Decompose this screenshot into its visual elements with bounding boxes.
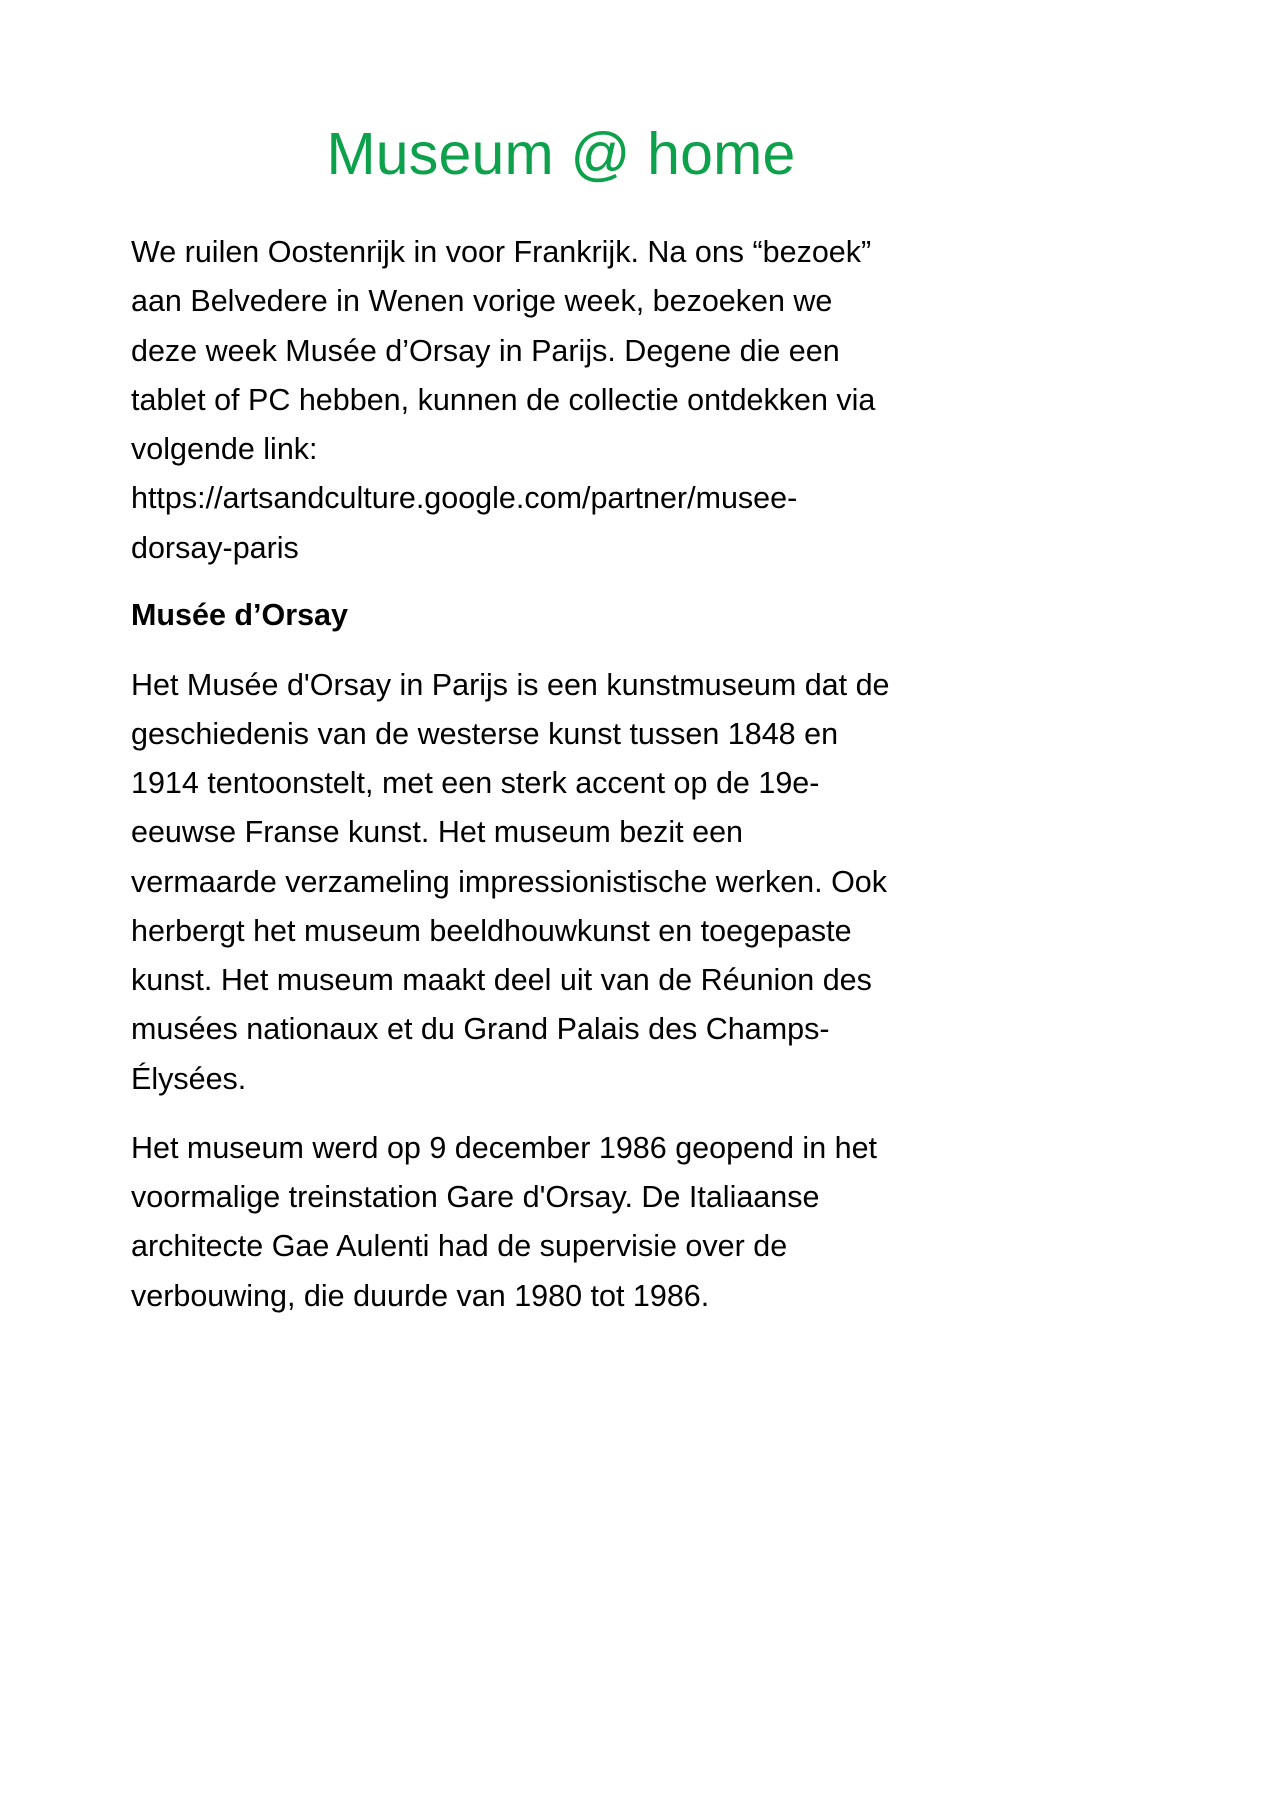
history-line-2: voormalige treinstation Gare d'Orsay. De Italiaanse <box>131 1180 820 1214</box>
description-line-5: vermaarde verzameling impressionistische werken. Ook <box>131 864 888 899</box>
museum-description-paragraph <box>131 661 991 1104</box>
museum-history-paragraph <box>131 1124 991 1321</box>
history-line-1: Het museum werd op 9 december 1986 geopend in het <box>131 1130 878 1165</box>
description-line-1: Het Musée d'Orsay in Parijs is een kunstmuseum dat de <box>131 667 890 702</box>
description-line-2: geschiedenis van de westerse kunst tussen 1848 en <box>131 716 839 751</box>
intro-line-3: deze week Musée d’Orsay in Parijs. Degene die een <box>131 333 840 368</box>
description-line-3: 1914 tentoonstelt, met een sterk accent op de 19e- <box>131 766 820 800</box>
description-line-6: herbergt het museum beeldhouwkunst en toegepaste <box>131 913 852 948</box>
intro-paragraph <box>131 228 991 573</box>
intro-line-2: aan Belvedere in Wenen vorige week, bezoeken we <box>131 284 833 319</box>
museum-link-line-1[interactable]: https://artsandculture.google.com/partner/musee- <box>131 481 798 516</box>
intro-line-4: tablet of PC hebben, kunnen de collectie ontdekken via <box>131 382 876 417</box>
description-line-7: kunst. Het museum maakt deel uit van de Réunion des <box>131 963 872 997</box>
museum-link-line-2[interactable]: dorsay-paris <box>131 530 299 565</box>
intro-line-1: We ruilen Oostenrijk in voor Frankrijk. Na ons “bezoek” <box>131 235 872 269</box>
page-title: Museum @ home <box>326 121 796 187</box>
intro-line-5: volgende link: <box>131 432 318 466</box>
history-line-3: architecte Gae Aulenti had de supervisie over de <box>131 1229 788 1264</box>
document-body <box>131 228 991 1321</box>
museum-subheading: Musée d’Orsay <box>131 597 348 632</box>
description-line-8: musées nationaux et du Grand Palais des Champs- <box>131 1012 830 1047</box>
description-line-9: Élysées. <box>131 1061 247 1096</box>
history-line-4: verbouwing, die duurde van 1980 tot 1986. <box>131 1278 710 1313</box>
description-line-4: eeuwse Franse kunst. Het museum bezit een <box>131 815 743 850</box>
document-content <box>131 0 991 1341</box>
